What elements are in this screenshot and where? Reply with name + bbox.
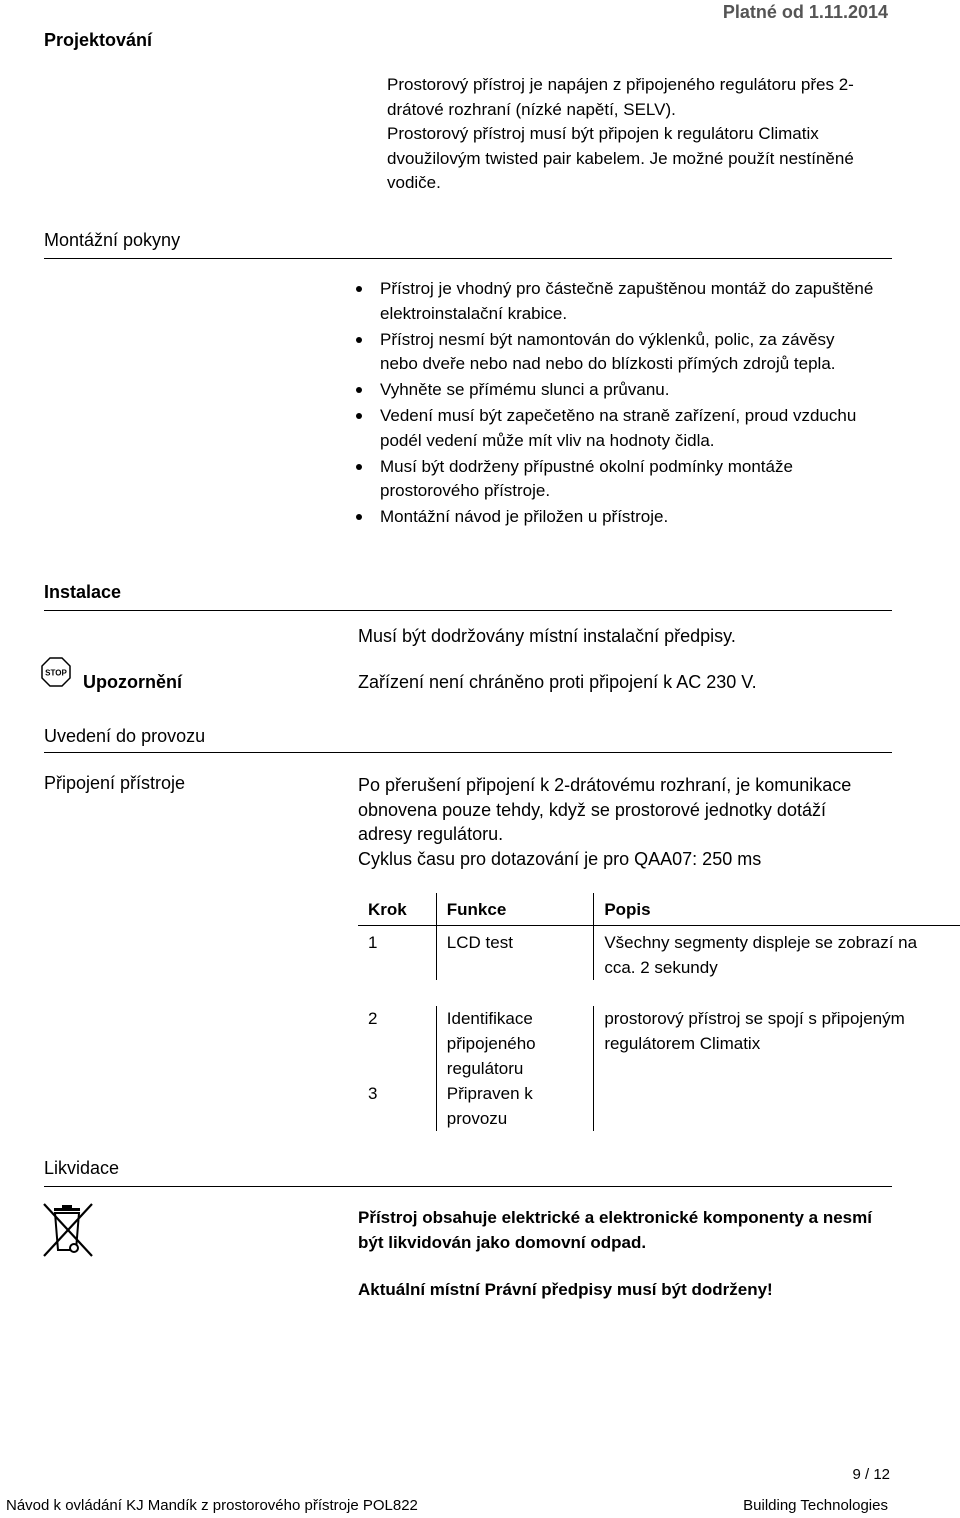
list-item bbox=[356, 404, 876, 453]
list-item bbox=[356, 505, 876, 530]
list-item-text: Vyhněte se přímému slunci a průvanu. bbox=[380, 380, 670, 399]
valid-from-date: Platné od 1.11.2014 bbox=[722, 2, 888, 22]
list-item-text: Montážní návod je přiložen u přístroje. bbox=[380, 507, 669, 526]
bullet-icon bbox=[356, 464, 362, 470]
connect-device-label: Připojení přístroje bbox=[44, 773, 186, 793]
table-cell: 1 bbox=[358, 926, 436, 981]
footer-document-title: Návod k ovládání KJ Mandík z prostorového přístroje POL822 bbox=[6, 1497, 418, 1514]
section-title-mounting: Montážní pokyny bbox=[44, 230, 181, 250]
column-header: Popis bbox=[594, 893, 960, 926]
table-cell bbox=[358, 980, 436, 1006]
section-title-projektovani: Projektování bbox=[44, 30, 153, 50]
commissioning-line: adresy regulátoru. bbox=[358, 824, 504, 844]
bullet-icon bbox=[356, 387, 362, 393]
mounting-bullet-list bbox=[356, 277, 876, 531]
table-cell bbox=[436, 980, 594, 1006]
commissioning-line: obnovena pouze tehdy, když se prostorové jednotky dotáží bbox=[358, 799, 826, 820]
section-divider bbox=[44, 610, 892, 611]
table-cell bbox=[594, 980, 960, 1006]
column-header: Funkce bbox=[436, 893, 594, 926]
intro-line: vodiče. bbox=[387, 173, 441, 192]
stop-sign-icon bbox=[41, 657, 71, 687]
intro-line: dvoužilovým twisted pair kabelem. Je možné použít nestíněné bbox=[387, 148, 854, 168]
intro-line: Prostorový přístroj je napájen z připojeného regulátoru přes 2- bbox=[387, 75, 854, 94]
table-cell: Všechny segmenty displeje se zobrazí na cca. 2 sekundy bbox=[604, 933, 918, 977]
commissioning-line: Cyklus času pro dotazování je pro QAA07: 250 ms bbox=[358, 848, 762, 869]
install-regulations-text: Musí být dodržovány místní instalační předpisy. bbox=[358, 626, 736, 646]
section-title-install: Instalace bbox=[44, 582, 122, 602]
steps-table bbox=[358, 893, 960, 1131]
column-header: Krok bbox=[358, 893, 436, 926]
bullet-icon bbox=[356, 514, 362, 520]
crossed-bin-weee-icon bbox=[40, 1200, 96, 1260]
install-warning-text: Zařízení není chráněno proti připojení k AC 230 V. bbox=[358, 672, 757, 692]
commissioning-line: Po přerušení připojení k 2-drátovému rozhraní, je komunikace bbox=[358, 775, 852, 795]
commissioning-paragraph bbox=[358, 773, 851, 871]
intro-line: Prostorový přístroj musí být připojen k regulátoru Climatix bbox=[387, 124, 819, 143]
list-item-text: Přístroj je vhodný pro částečně zapuštěnou montáž do zapuštěné elektroinstalační krabice. bbox=[380, 279, 874, 323]
disposal-warning-text: Přístroj obsahuje elektrické a elektronické komponenty a nesmí být likvidován jako domovní odpad. bbox=[358, 1208, 872, 1252]
page-number: 9 / 12 bbox=[852, 1466, 890, 1483]
table-row bbox=[358, 1006, 960, 1081]
table-cell: LCD test bbox=[436, 926, 594, 981]
table-spacer-row bbox=[358, 980, 960, 1006]
bullet-icon bbox=[356, 413, 362, 419]
table-cell: Připraven k provozu bbox=[436, 1081, 594, 1131]
list-item bbox=[356, 277, 876, 326]
section-divider bbox=[44, 1186, 892, 1187]
list-item bbox=[356, 328, 876, 377]
list-item-text: Přístroj nesmí být namontován do výklenků, polic, za závěsy nebo dveře nebo nad nebo do blízkosti přímých zdrojů tepla. bbox=[380, 329, 836, 373]
footer-company: Building Technologies bbox=[743, 1497, 888, 1514]
intro-paragraph bbox=[387, 73, 907, 196]
stop-sign-text: STOP bbox=[45, 668, 67, 678]
bullet-icon bbox=[356, 286, 362, 292]
table-row bbox=[358, 926, 960, 981]
section-title-commissioning: Uvedení do provozu bbox=[44, 726, 206, 746]
table-cell: Identifikace připojeného regulátoru bbox=[436, 1006, 594, 1081]
table-row bbox=[358, 1081, 960, 1131]
list-item bbox=[356, 378, 876, 403]
table-cell bbox=[594, 1081, 960, 1131]
list-item bbox=[356, 455, 876, 504]
table-cell: prostorový přístroj se spojí s připojeným regulátorem Climatix bbox=[604, 1009, 905, 1053]
table-header-row bbox=[358, 893, 960, 926]
table-cell: 2 bbox=[358, 1006, 436, 1081]
section-divider bbox=[44, 752, 892, 753]
warning-label: Upozornění bbox=[83, 672, 182, 692]
disposal-regulations-text: Aktuální místní Právní předpisy musí být dodrženy! bbox=[358, 1280, 773, 1299]
list-item-text: Vedení musí být zapečetěno na straně zařízení, proud vzduchu podél vedení může mít vliv na hodnoty čidla. bbox=[380, 406, 857, 450]
bullet-icon bbox=[356, 337, 362, 343]
section-title-disposal: Likvidace bbox=[44, 1158, 120, 1178]
table-cell: 3 bbox=[358, 1081, 436, 1131]
list-item-text: Musí být dodrženy přípustné okolní podmínky montáže prostorového přístroje. bbox=[380, 456, 793, 500]
intro-line: drátové rozhraní (nízké napětí, SELV). bbox=[387, 99, 676, 119]
section-divider bbox=[44, 258, 892, 259]
